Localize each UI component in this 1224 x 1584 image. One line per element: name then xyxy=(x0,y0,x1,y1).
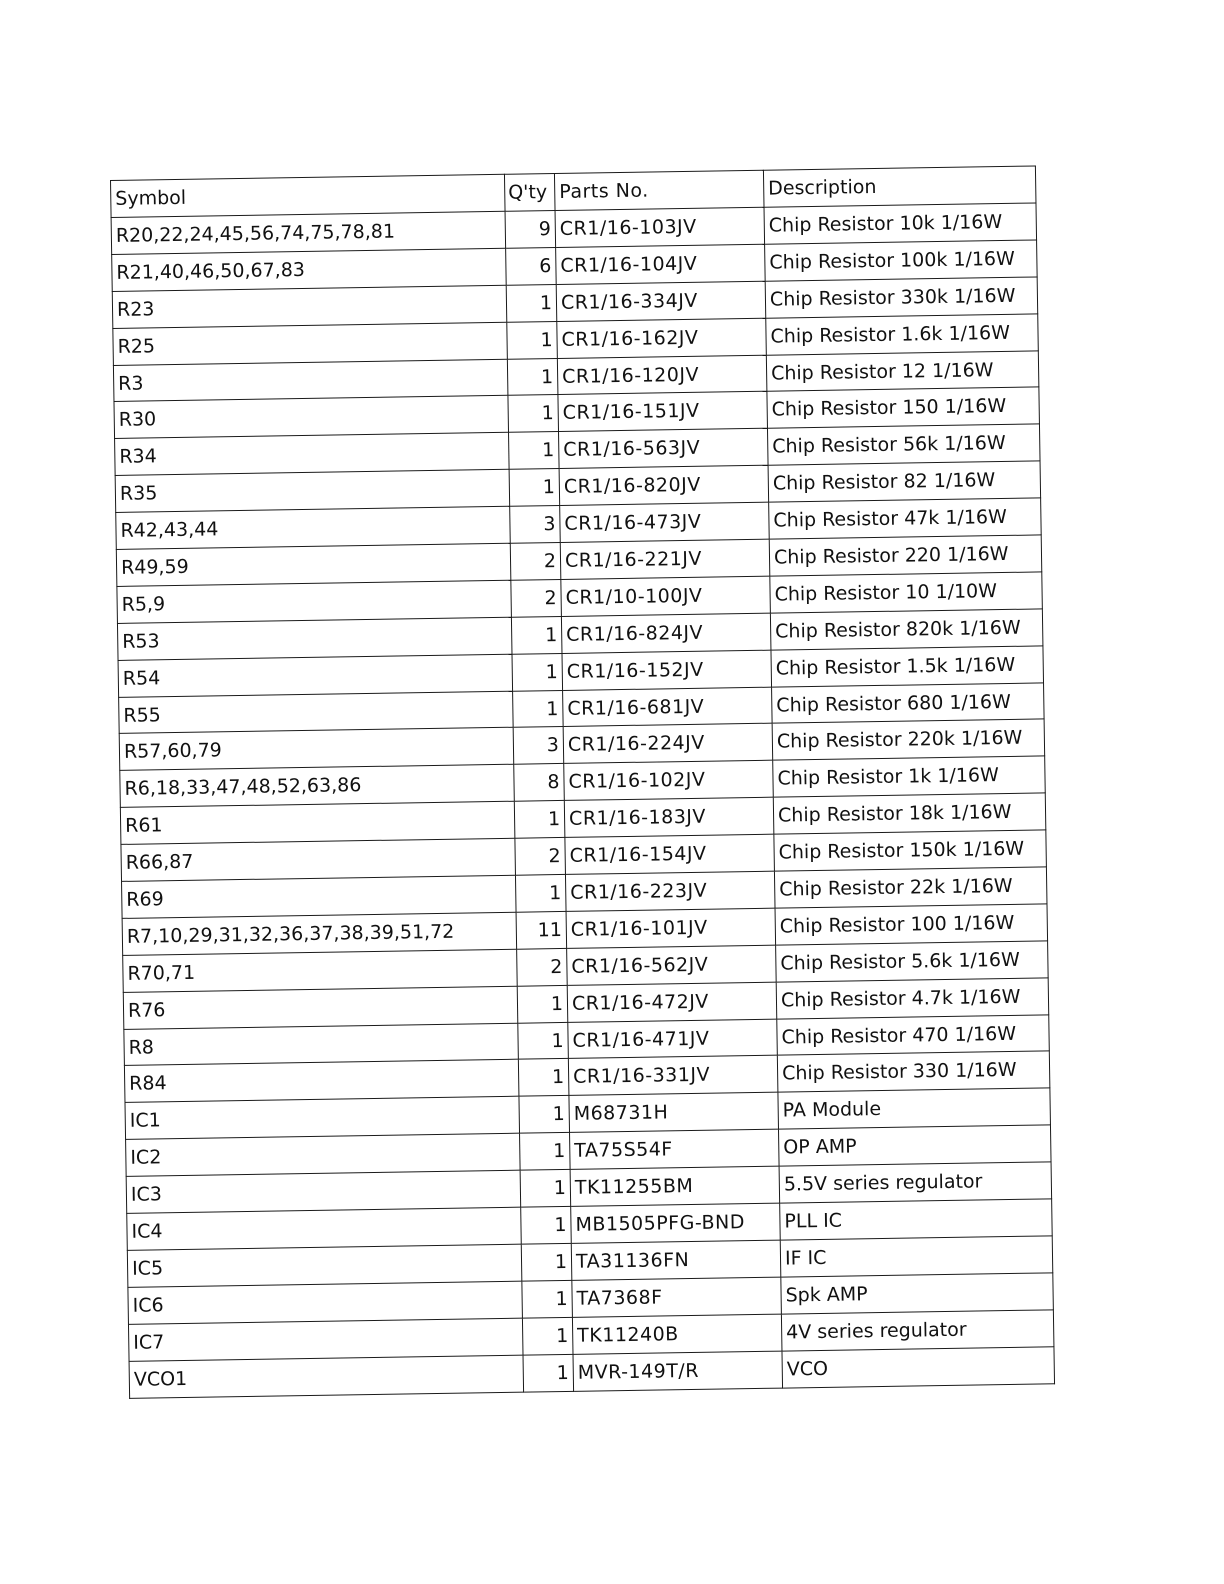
cell-description: Chip Resistor 100 1/16W xyxy=(775,904,1048,945)
cell-qty: 1 xyxy=(506,284,557,322)
cell-description: OP AMP xyxy=(778,1125,1051,1166)
cell-symbol: R61 xyxy=(120,801,515,844)
cell-description: Chip Resistor 47k 1/16W xyxy=(769,498,1042,539)
header-qty: Q'ty xyxy=(504,174,555,212)
cell-description: PA Module xyxy=(778,1088,1051,1129)
cell-description: Chip Resistor 1.6k 1/16W xyxy=(766,314,1039,355)
cell-description: IF IC xyxy=(780,1236,1053,1277)
cell-symbol: VCO1 xyxy=(129,1355,524,1398)
cell-qty: 1 xyxy=(509,469,560,507)
cell-parts-no: CR1/16-473JV xyxy=(560,502,770,542)
parts-list-sheet xyxy=(110,165,1055,1398)
cell-description: 5.5V series regulator xyxy=(779,1162,1052,1203)
cell-parts-no: CR1/16-152JV xyxy=(562,650,772,690)
cell-parts-no: CR1/16-120JV xyxy=(557,355,767,395)
cell-qty: 1 xyxy=(513,690,564,728)
cell-symbol: IC5 xyxy=(127,1244,522,1287)
cell-description: Chip Resistor 330 1/16W xyxy=(777,1051,1050,1092)
cell-description: Chip Resistor 56k 1/16W xyxy=(767,424,1040,465)
cell-description: Chip Resistor 150 1/16W xyxy=(767,387,1040,428)
cell-parts-no: CR1/16-331JV xyxy=(568,1056,778,1096)
header-parts-no: Parts No. xyxy=(554,170,764,210)
cell-description: Chip Resistor 220 1/16W xyxy=(769,535,1042,576)
cell-symbol: IC6 xyxy=(128,1281,523,1324)
cell-symbol: R49,59 xyxy=(116,543,511,586)
cell-parts-no: CR1/16-104JV xyxy=(556,244,766,284)
cell-parts-no: CR1/16-471JV xyxy=(568,1019,778,1059)
cell-parts-no: CR1/16-103JV xyxy=(555,207,765,247)
cell-qty: 1 xyxy=(522,1280,573,1318)
cell-description: Chip Resistor 1.5k 1/16W xyxy=(771,646,1044,687)
cell-description: Spk AMP xyxy=(781,1273,1054,1314)
cell-description: Chip Resistor 1k 1/16W xyxy=(773,756,1046,797)
cell-symbol: R8 xyxy=(124,1023,519,1066)
header-description: Description xyxy=(763,166,1036,207)
cell-symbol: IC1 xyxy=(125,1097,520,1140)
cell-description: Chip Resistor 10k 1/16W xyxy=(764,203,1037,244)
cell-symbol: R30 xyxy=(114,396,509,439)
cell-description: Chip Resistor 5.6k 1/16W xyxy=(776,941,1049,982)
cell-qty: 1 xyxy=(521,1206,572,1244)
cell-qty: 1 xyxy=(509,432,560,470)
cell-symbol: IC3 xyxy=(126,1170,521,1213)
parts-list-body xyxy=(111,166,1055,1398)
cell-symbol: R53 xyxy=(117,617,512,660)
cell-symbol: IC7 xyxy=(128,1318,523,1361)
cell-symbol: R54 xyxy=(118,654,513,697)
cell-symbol: R55 xyxy=(119,691,514,734)
cell-symbol: R66,87 xyxy=(121,838,516,881)
cell-symbol: R21,40,46,50,67,83 xyxy=(112,248,507,291)
cell-description: Chip Resistor 150k 1/16W xyxy=(774,830,1047,871)
cell-description: Chip Resistor 10 1/10W xyxy=(770,572,1043,613)
cell-qty: 2 xyxy=(510,542,561,580)
cell-parts-no: CR1/16-183JV xyxy=(564,797,774,837)
cell-qty: 1 xyxy=(518,1022,569,1060)
cell-description: Chip Resistor 22k 1/16W xyxy=(774,867,1047,908)
cell-qty: 1 xyxy=(520,1170,571,1208)
cell-symbol: IC2 xyxy=(126,1133,521,1176)
cell-parts-no: CR1/16-221JV xyxy=(560,539,770,579)
cell-qty: 2 xyxy=(517,948,568,986)
header-symbol: Symbol xyxy=(111,174,506,217)
cell-parts-no: CR1/16-824JV xyxy=(561,613,771,653)
cell-qty: 8 xyxy=(514,764,565,802)
cell-qty: 1 xyxy=(521,1243,572,1281)
cell-qty: 1 xyxy=(517,985,568,1023)
cell-parts-no: CR1/10-100JV xyxy=(561,576,771,616)
cell-description: Chip Resistor 82 1/16W xyxy=(768,461,1041,502)
cell-qty: 1 xyxy=(511,616,562,654)
cell-qty: 3 xyxy=(510,506,561,544)
cell-description: Chip Resistor 820k 1/16W xyxy=(770,609,1043,650)
cell-symbol: R5,9 xyxy=(117,580,512,623)
parts-list-table xyxy=(110,165,1055,1398)
cell-parts-no: CR1/16-334JV xyxy=(556,281,766,321)
cell-qty: 1 xyxy=(519,1096,570,1134)
cell-parts-no: CR1/16-681JV xyxy=(563,687,773,727)
cell-parts-no: CR1/16-102JV xyxy=(564,761,774,801)
cell-parts-no: TA75S54F xyxy=(570,1129,780,1169)
cell-parts-no: CR1/16-151JV xyxy=(558,392,768,432)
cell-parts-no: MB1505PFG-BND xyxy=(571,1203,781,1243)
cell-symbol: R3 xyxy=(113,359,508,402)
cell-qty: 1 xyxy=(522,1317,573,1355)
cell-qty: 1 xyxy=(520,1133,571,1171)
cell-qty: 1 xyxy=(523,1354,574,1392)
cell-qty: 2 xyxy=(515,838,566,876)
cell-symbol: R42,43,44 xyxy=(116,506,511,549)
cell-qty: 11 xyxy=(516,911,567,949)
cell-parts-no: CR1/16-472JV xyxy=(567,982,777,1022)
cell-parts-no: CR1/16-563JV xyxy=(559,429,769,469)
cell-qty: 1 xyxy=(515,874,566,912)
cell-parts-no: CR1/16-820JV xyxy=(559,465,769,505)
cell-qty: 6 xyxy=(506,247,557,285)
cell-description: Chip Resistor 330k 1/16W xyxy=(765,277,1038,318)
cell-qty: 1 xyxy=(507,358,558,396)
cell-symbol: IC4 xyxy=(127,1207,522,1250)
cell-description: 4V series regulator xyxy=(781,1310,1054,1351)
cell-parts-no: TK11240B xyxy=(572,1314,782,1354)
cell-description: Chip Resistor 220k 1/16W xyxy=(772,719,1045,760)
cell-qty: 1 xyxy=(507,321,558,359)
cell-parts-no: MVR-149T/R xyxy=(573,1351,783,1391)
cell-parts-no: TA31136FN xyxy=(571,1240,781,1280)
cell-parts-no: CR1/16-224JV xyxy=(563,724,773,764)
cell-qty: 3 xyxy=(513,727,564,765)
cell-description: PLL IC xyxy=(780,1199,1053,1240)
cell-parts-no: CR1/16-101JV xyxy=(566,908,776,948)
cell-description: Chip Resistor 18k 1/16W xyxy=(773,793,1046,834)
cell-parts-no: M68731H xyxy=(569,1092,779,1132)
cell-symbol: R34 xyxy=(115,433,510,476)
cell-qty: 9 xyxy=(505,211,556,249)
cell-symbol: R25 xyxy=(113,322,508,365)
cell-qty: 1 xyxy=(508,395,559,433)
cell-symbol: R70,71 xyxy=(123,949,518,992)
cell-description: Chip Resistor 4.7k 1/16W xyxy=(776,978,1049,1019)
cell-parts-no: CR1/16-223JV xyxy=(565,871,775,911)
cell-description: Chip Resistor 100k 1/16W xyxy=(765,240,1038,281)
cell-qty: 2 xyxy=(511,579,562,617)
cell-description: Chip Resistor 12 1/16W xyxy=(766,351,1039,392)
cell-symbol: R35 xyxy=(115,470,510,513)
cell-description: Chip Resistor 680 1/16W xyxy=(772,682,1045,723)
cell-qty: 1 xyxy=(518,1059,569,1097)
cell-symbol: R7,10,29,31,32,36,37,38,39,51,72 xyxy=(122,912,517,955)
cell-description: Chip Resistor 470 1/16W xyxy=(777,1014,1050,1055)
cell-parts-no: TK11255BM xyxy=(570,1166,780,1206)
cell-symbol: R57,60,79 xyxy=(119,728,514,771)
cell-description: VCO xyxy=(782,1346,1055,1387)
cell-parts-no: CR1/16-154JV xyxy=(565,834,775,874)
cell-symbol: R23 xyxy=(112,285,507,328)
cell-parts-no: CR1/16-162JV xyxy=(557,318,767,358)
cell-parts-no: CR1/16-562JV xyxy=(567,945,777,985)
cell-parts-no: TA7368F xyxy=(572,1277,782,1317)
cell-qty: 1 xyxy=(514,801,565,839)
cell-symbol: R6,18,33,47,48,52,63,86 xyxy=(120,765,515,808)
cell-qty: 1 xyxy=(512,653,563,691)
cell-symbol: R84 xyxy=(124,1060,519,1103)
cell-symbol: R76 xyxy=(123,986,518,1029)
cell-symbol: R69 xyxy=(122,875,517,918)
cell-symbol: R20,22,24,45,56,74,75,78,81 xyxy=(111,211,506,254)
